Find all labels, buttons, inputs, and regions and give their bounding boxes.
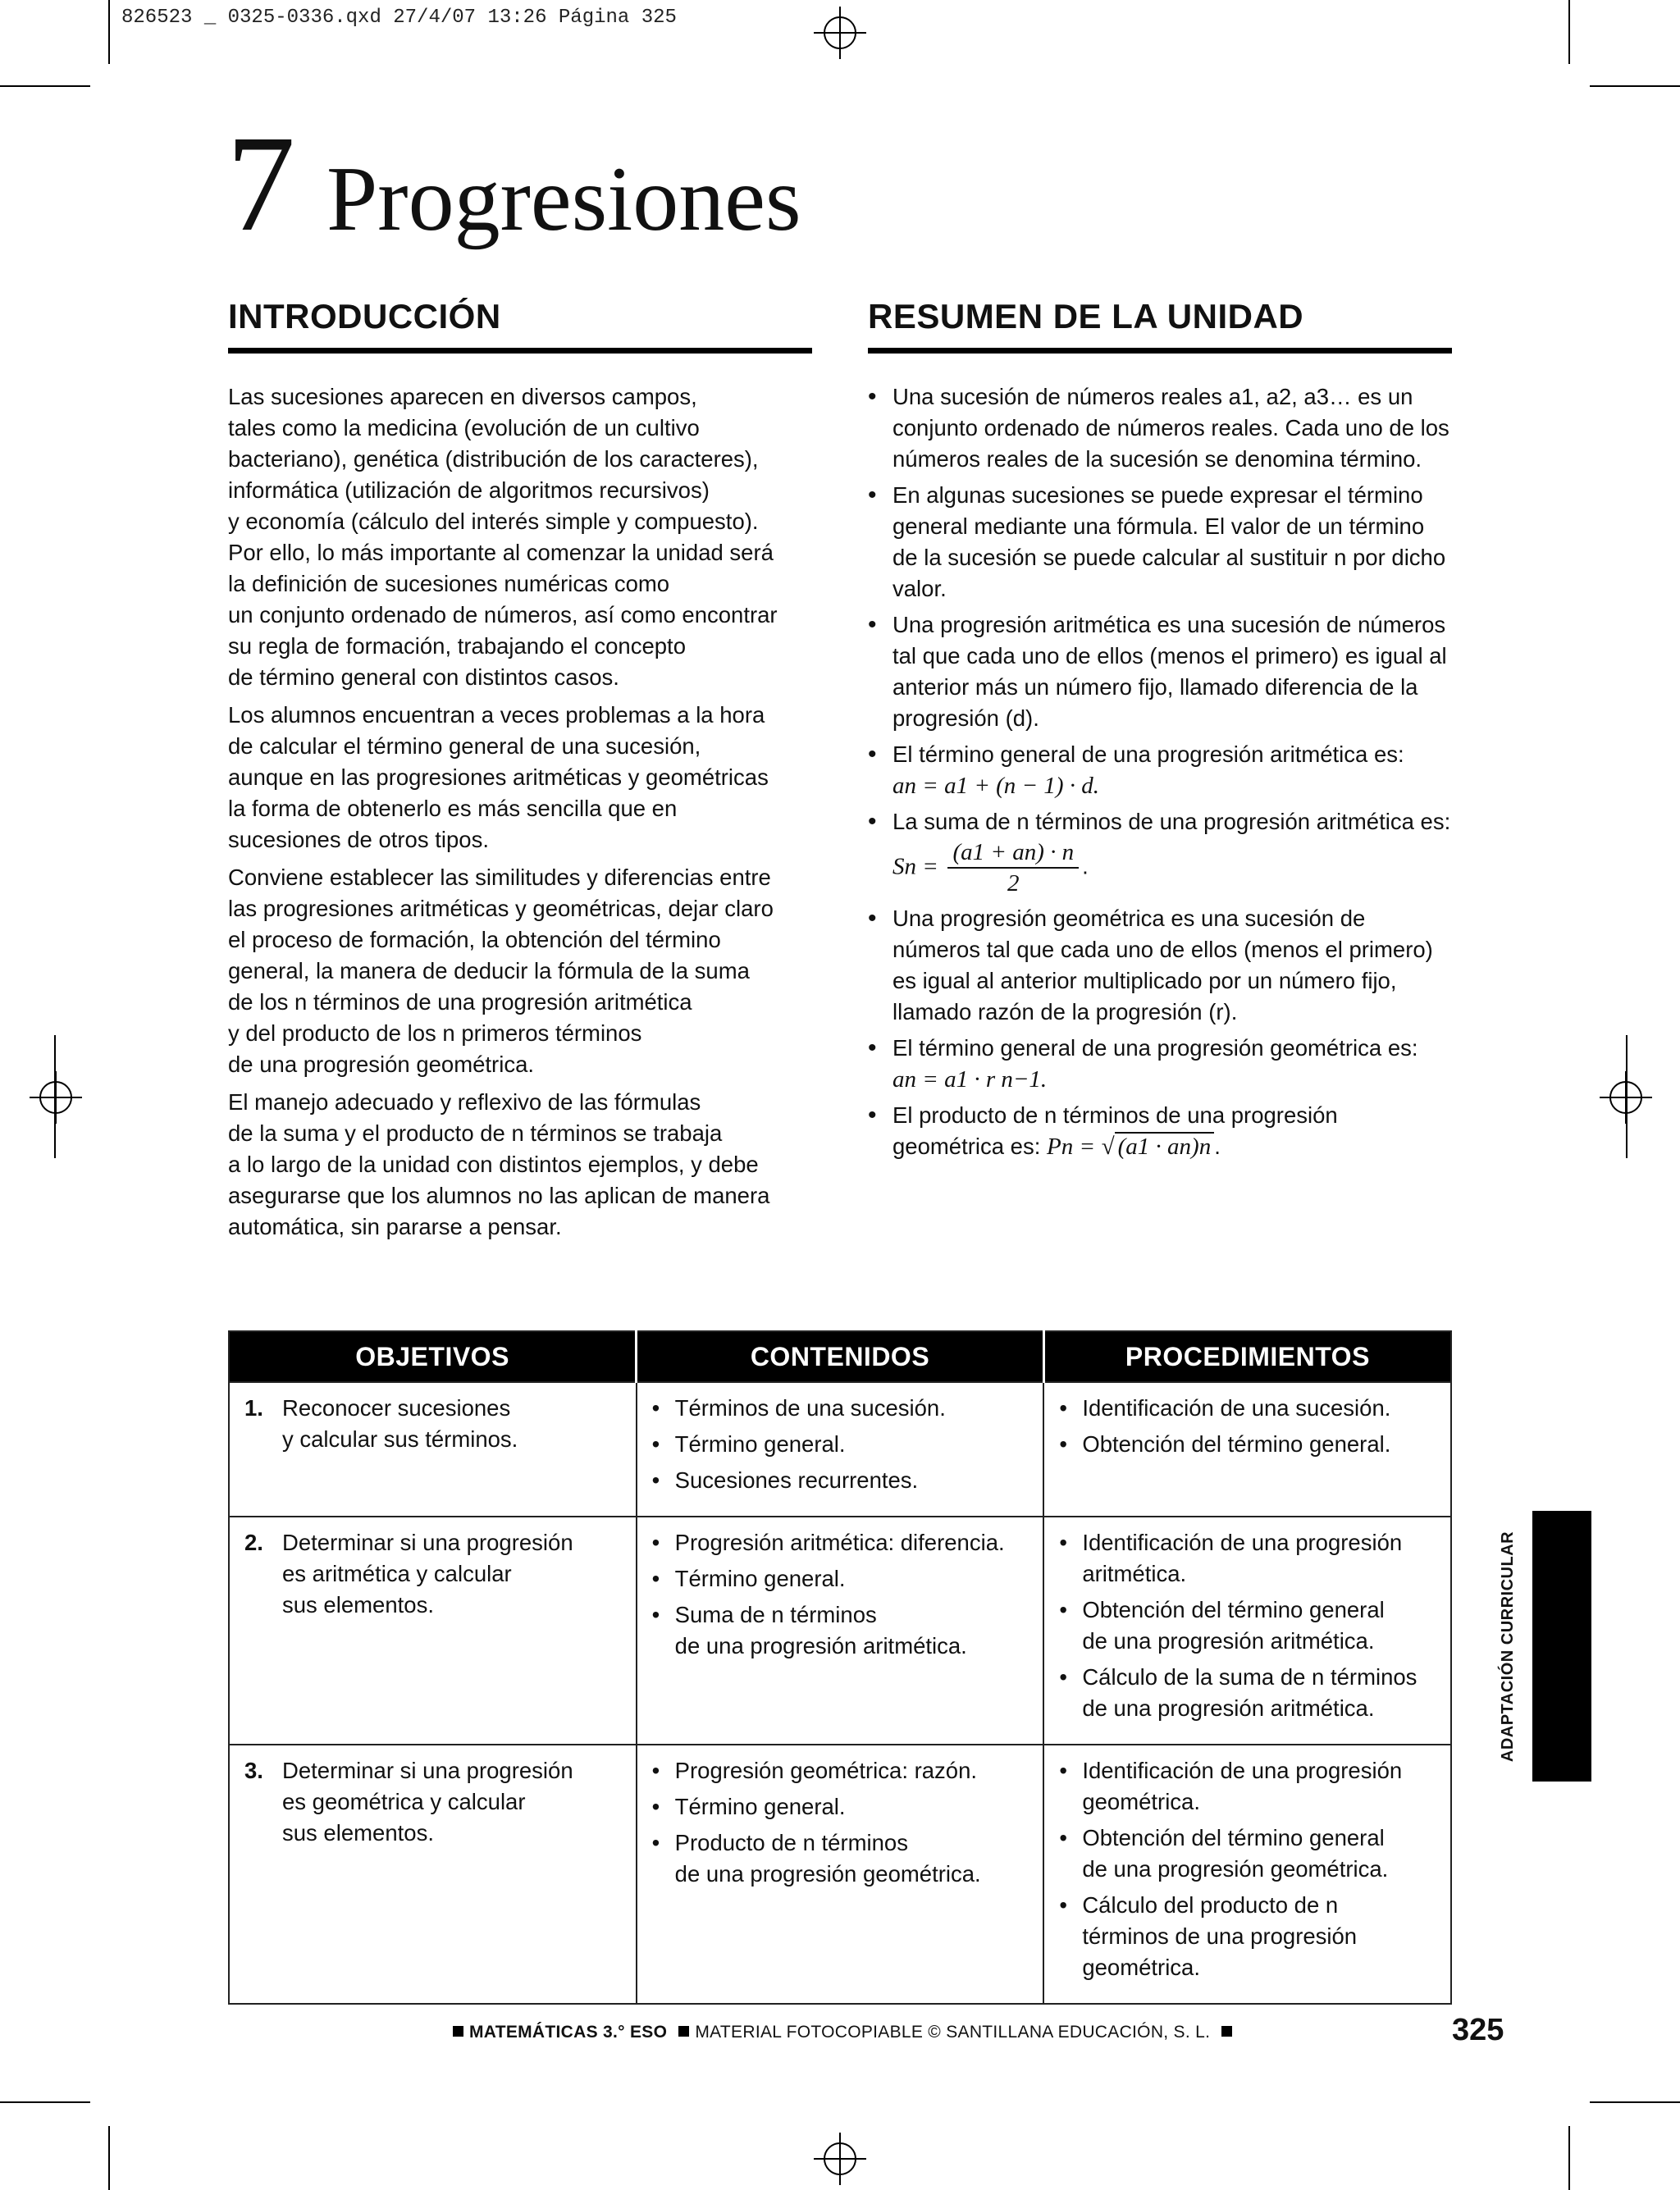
objective-number: 1. — [244, 1395, 263, 1421]
list-item: • Identificación de una sucesión. — [1059, 1393, 1436, 1424]
procedures-cell — [1043, 1382, 1451, 1517]
list-item: • Término general. — [652, 1429, 1029, 1460]
summary-item: • Una sucesión de números reales a1, a2, a3… es un conjunto ordenado de números reales. Cada uno de los números reales de la sucesión se denomina término. — [868, 381, 1452, 475]
crop-mark — [1568, 0, 1570, 64]
list-item: • Identificación de una progresión geométrica. — [1059, 1755, 1436, 1818]
arithmetic-general-term-formula: an = a1 + (n − 1) · d. — [892, 773, 1100, 799]
registration-mark-icon — [824, 2142, 856, 2175]
contents-cell — [637, 1517, 1044, 1745]
list-item: • Progresión aritmética: diferencia. — [652, 1527, 1029, 1558]
crop-mark — [1590, 85, 1680, 87]
list-item: • Términos de una sucesión. — [652, 1393, 1029, 1424]
list-item: • Término general. — [652, 1563, 1029, 1595]
objective-number: 3. — [244, 1758, 263, 1783]
intro-body — [228, 381, 812, 1243]
contents-cell — [637, 1745, 1044, 2004]
geometric-product-radicand: (a1 · an)n — [1115, 1132, 1215, 1160]
list-item: • Obtención del término general. — [1059, 1429, 1436, 1460]
fraction-denominator: 2 — [1007, 870, 1020, 897]
summary-item-text: El término general de una progresión aritmética es: — [892, 741, 1404, 767]
square-root-icon: √ — [1101, 1134, 1115, 1160]
summary-item: • Una progresión geométrica es una sucesión de números tal que cada uno de ellos (menos el primero) es igual al anterior multiplicado por un número fijo, llamado razón de la progresión (r). — [868, 903, 1452, 1028]
crop-mark — [0, 85, 90, 87]
summary-list — [868, 381, 1452, 1162]
list-item: • Cálculo del producto de n términos de una progresión geométrica. — [1059, 1890, 1436, 1983]
crop-mark — [108, 0, 110, 64]
summary-item — [868, 739, 1452, 801]
intro-paragraph: Los alumnos encuentran a veces problemas a la hora de calcular el término general de una sucesión, aunque en las progresiones aritméticas y geométricas la forma de obtenerlo es más sencilla que en sucesiones de otros tipos. — [228, 702, 769, 852]
registration-mark-icon — [824, 16, 856, 49]
objective-text: Reconocer sucesiones y calcular sus términos. — [282, 1395, 518, 1452]
list-item: • Progresión geométrica: razón. — [652, 1755, 1029, 1786]
objective-cell — [229, 1745, 637, 2004]
objective-text: Determinar si una progresión es geométrica y calcular sus elementos. — [282, 1758, 573, 1846]
table-row — [229, 1517, 1451, 1745]
geometric-general-term-formula: an = a1 · r n−1. — [892, 1066, 1048, 1093]
procedures-cell — [1043, 1745, 1451, 2004]
intro-paragraph: Las sucesiones aparecen en diversos campos, tales como la medicina (evolución de un cultivo bacteriano), genética (distribución de los caracteres), informática (utilización de algoritmos recursivos) y economía (cálculo del interés simple y compuesto). Por ello, lo más importante al comenzar la unidad será la definición de sucesiones numéricas como un conjunto ordenado de números, así como encontrar su regla de formación, trabajando el concepto de término general con distintos casos. — [228, 384, 778, 690]
objective-number: 2. — [244, 1530, 263, 1555]
chapter-number: 7 — [226, 107, 295, 260]
header-procedimientos: PROCEDIMIENTOS — [1043, 1331, 1451, 1382]
page-number: 325 — [1452, 2013, 1504, 2047]
geometric-product-lhs: Pn = — [1047, 1134, 1096, 1160]
side-label — [1488, 1511, 1529, 1782]
table-header-row — [229, 1331, 1451, 1382]
side-label-text: ADAPTACIÓN CURRICULAR — [1499, 1531, 1518, 1762]
intro-paragraph: Conviene establecer las similitudes y diferencias entre las progresiones aritméticas y geométricas, dejar claro el proceso de formación, la obtención del término general, la manera de deducir la fórmula de la suma de los n términos de una progresión aritmética y del producto de los n primeros términos de una progresión geométrica. — [228, 865, 774, 1077]
list-item: • Obtención del término general de una progresión aritmética. — [1059, 1595, 1436, 1657]
arithmetic-sum-lhs: Sn = — [892, 853, 938, 880]
list-item: • Obtención del término general de una progresión geométrica. — [1059, 1823, 1436, 1885]
arithmetic-sum-fraction — [947, 837, 1079, 898]
objective-text: Determinar si una progresión es aritmética y calcular sus elementos. — [282, 1530, 573, 1617]
crop-mark — [1568, 2126, 1570, 2190]
list-item: • Identificación de una progresión aritmética. — [1059, 1527, 1436, 1590]
footer-subject: MATEMÁTICAS 3.° ESO — [469, 2023, 668, 2042]
summary-item-text: La suma de n términos de una progresión aritmética es: — [892, 809, 1451, 834]
list-item: • Cálculo de la suma de n términos de una progresión aritmética. — [1059, 1662, 1436, 1724]
print-slug: 826523 _ 0325-0336.qxd 27/4/07 13:26 Página 325 — [121, 7, 677, 29]
summary-item: • El producto de n términos de una progresión geométrica es: Pn = √ (a1 · an)n . — [868, 1100, 1452, 1162]
procedures-cell — [1043, 1517, 1451, 1745]
list-item: • Suma de n términos de una progresión aritmética. — [652, 1599, 1029, 1662]
footer — [453, 2023, 1238, 2042]
list-item: • Término general. — [652, 1791, 1029, 1823]
header-objetivos: OBJETIVOS — [229, 1331, 637, 1382]
square-bullet-icon — [453, 2026, 463, 2037]
objective-cell — [229, 1382, 637, 1517]
side-tab — [1532, 1511, 1591, 1782]
registration-mark-icon — [39, 1081, 72, 1114]
intro-paragraph: El manejo adecuado y reflexivo de las fórmulas de la suma y el producto de n términos se trabaja a lo largo de la unidad con distintos ejemplos, y debe asegurarse que los alumnos no las aplican de manera automática, sin pararse a pensar. — [228, 1089, 770, 1239]
intro-section — [228, 297, 812, 1249]
summary-item-text: El término general de una progresión geométrica es: — [892, 1035, 1418, 1061]
table-row — [229, 1382, 1451, 1517]
chapter-heading — [226, 107, 801, 260]
list-item: • Producto de n términos de una progresión geométrica. — [652, 1827, 1029, 1890]
fraction-numerator: (a1 + an) · n — [947, 837, 1079, 869]
summary-item-text: El producto de n términos de una progresión geométrica es: — [892, 1102, 1338, 1159]
header-contenidos: CONTENIDOS — [637, 1331, 1044, 1382]
table-row — [229, 1745, 1451, 2004]
registration-mark-icon — [1609, 1081, 1642, 1114]
crop-mark — [0, 2101, 90, 2103]
chapter-title: Progresiones — [326, 148, 801, 250]
square-bullet-icon — [1221, 2026, 1232, 2037]
summary-item: • Una progresión aritmética es una sucesión de números tal que cada uno de ellos (menos el primero) es igual al anterior más un número fijo, llamado diferencia de la progresión (d). — [868, 609, 1452, 734]
summary-item: • La suma de n términos de una progresión aritmética es: Sn = $\frac{(a1 + an) \cdot n}{2}$ . — [868, 806, 1452, 898]
summary-item — [868, 1033, 1452, 1095]
summary-section — [868, 297, 1452, 1167]
square-bullet-icon — [678, 2026, 689, 2037]
crop-mark — [1590, 2101, 1680, 2103]
contents-cell — [637, 1382, 1044, 1517]
curriculum-table — [228, 1330, 1452, 2005]
list-item: • Sucesiones recurrentes. — [652, 1465, 1029, 1496]
summary-item: • En algunas sucesiones se puede expresar el término general mediante una fórmula. El valor de un término de la sucesión se puede calcular al sustituir n por dicho valor. — [868, 480, 1452, 605]
footer-text: MATERIAL FOTOCOPIABLE © SANTILLANA EDUCACIÓN, S. L. — [695, 2023, 1211, 2042]
crop-mark — [108, 2126, 110, 2190]
summary-title: RESUMEN DE LA UNIDAD — [868, 297, 1452, 354]
objective-cell — [229, 1517, 637, 1745]
intro-title: INTRODUCCIÓN — [228, 297, 812, 354]
